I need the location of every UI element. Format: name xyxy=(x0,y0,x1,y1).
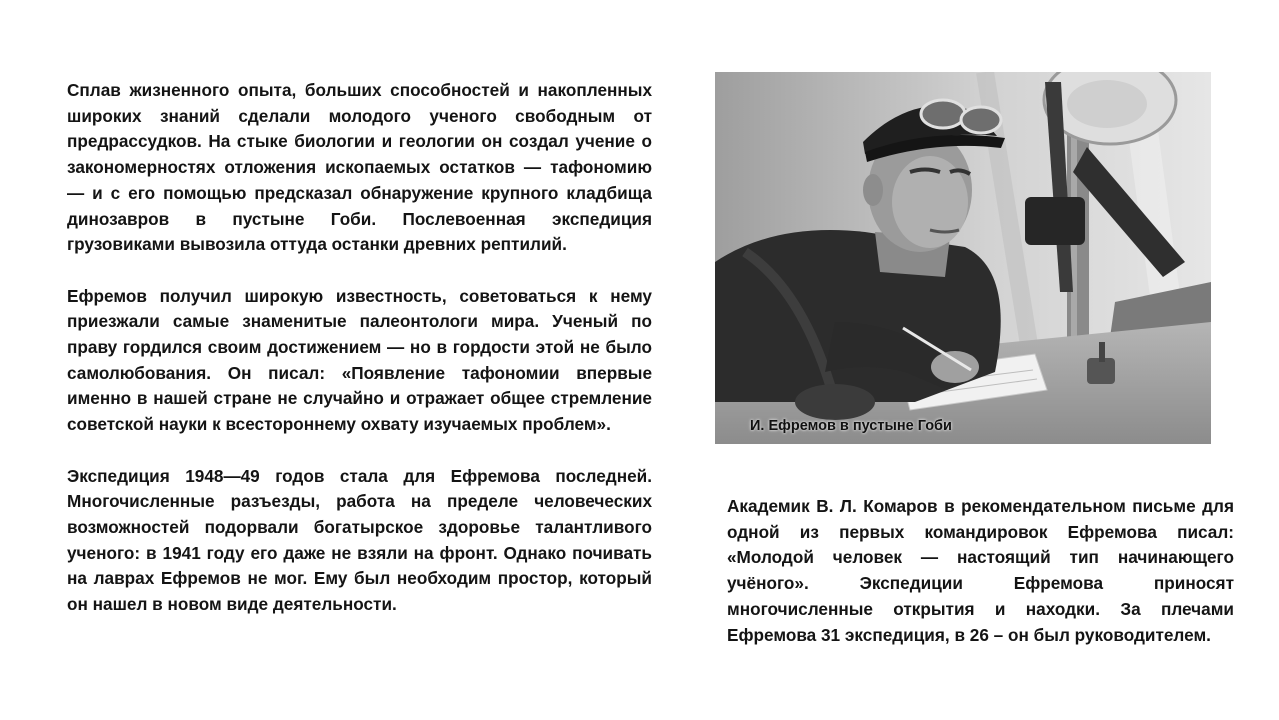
paragraph-taphonomy: Сплав жизненного опыта, больших способностей и накопленных широких знаний сделали молодого ученого свободным от предрассудков. На стыке биологии и геологии он создал учение о закономерностях отложения ископаемых остатков — тафономию — и с его помощью предсказал обнаружение крупного кладбища динозавров в пустыне Гоби. Послевоенная экспедиция грузовиками вывозила оттуда останки древних рептилий. xyxy=(67,80,652,255)
paragraph-recognition: Ефремов получил широкую известность, советоваться к нему приезжали самые знаменитые палеонтологи мира. Ученый по праву гордился своим достижением — но в гордости этой не было самолюбования. Он писал: «Появление тафономии впервые именно в нашей стране не случайно и отражает общее стремление советской науки к всестороннему охвату изучаемых проблем». xyxy=(67,285,652,435)
left-text-column xyxy=(67,78,652,618)
paragraph-komarov-letter: Академик В. Л. Комаров в рекомендательном письме для одной из первых командировок Ефремова писал: «Молодой человек — настоящий тип начинающего учёного». Экспедиции Ефремова приносят многочисленные открытия и находки. За плечами Ефремова 31 экспедиция, в 26 – он был руководителем. xyxy=(727,496,1234,645)
photo-caption: И. Ефремов в пустыне Гоби xyxy=(750,418,952,434)
right-text-column xyxy=(727,494,1234,648)
photo-efremov-gobi xyxy=(715,72,1211,444)
paragraph-last-expedition: Экспедиция 1948—49 годов стала для Ефремова последней. Многочисленные разъезды, работа на пределе человеческих возможностей подорвали богатырское здоровье талантливого ученого: в 1941 году его даже не взяли на фронт. Однако почивать на лаврах Ефремов не мог. Ему был необходим простор, который он нашел в новом виде деятельности. xyxy=(67,465,652,615)
photo-illustration xyxy=(715,72,1211,444)
